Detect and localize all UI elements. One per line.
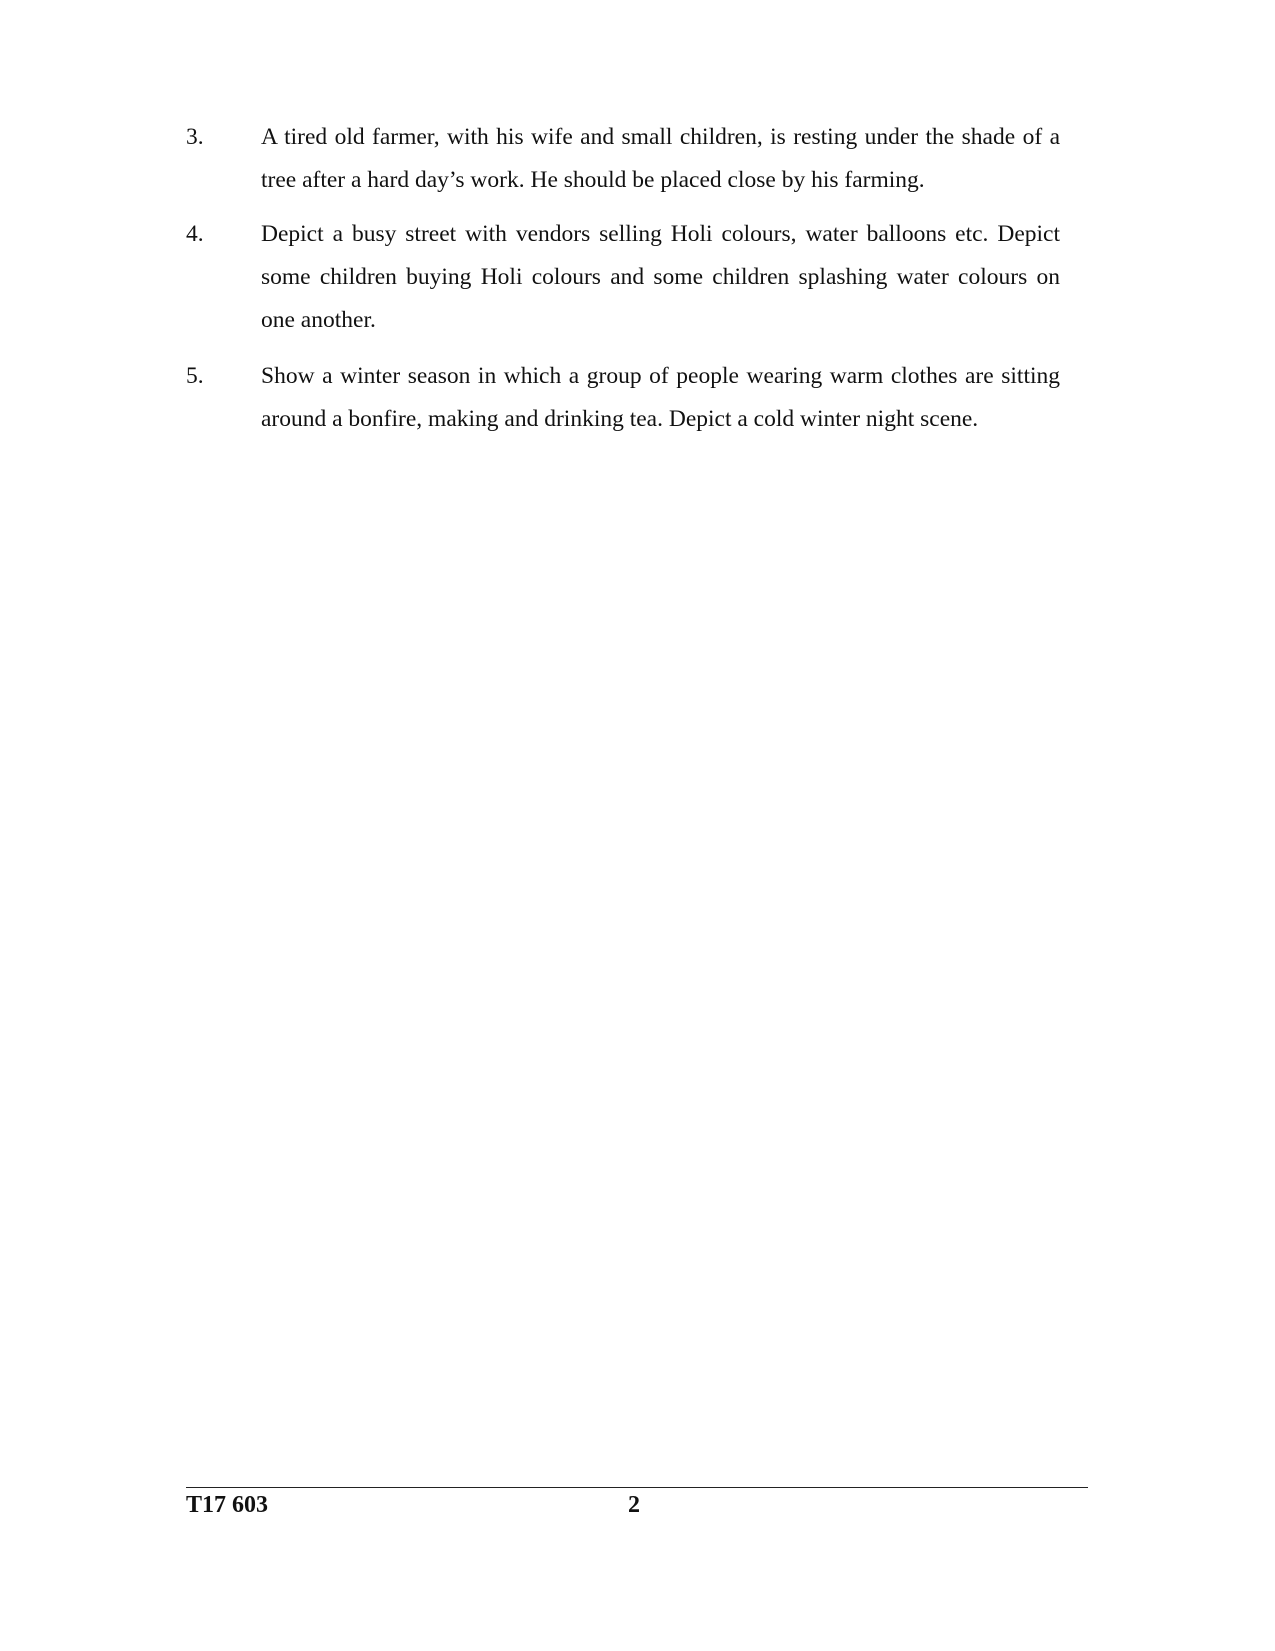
question-text: Show a winter season in which a group of people wearing warm clothes are sitting around a bonfire, making and drinking tea. Depict a cold winter night scene. [261,363,1060,432]
question-3 [186,116,1060,202]
paper-code: T17 603 [186,1492,269,1518]
page-number: 2 [628,1492,640,1518]
question-4 [186,213,1060,342]
question-text: A tired old farmer, with his wife and small children, is resting under the shade of a tree after a hard day’s work. He should be placed close by his farming. [261,124,1060,193]
question-number: 5. [186,363,204,389]
question-5 [186,355,1060,441]
question-number: 3. [186,124,204,150]
footer-divider [186,1487,1088,1488]
question-number: 4. [186,221,204,247]
question-text: Depict a busy street with vendors selling Holi colours, water balloons etc. Depict some children buying Holi colours and some children splashing water colours on one another. [261,221,1060,333]
